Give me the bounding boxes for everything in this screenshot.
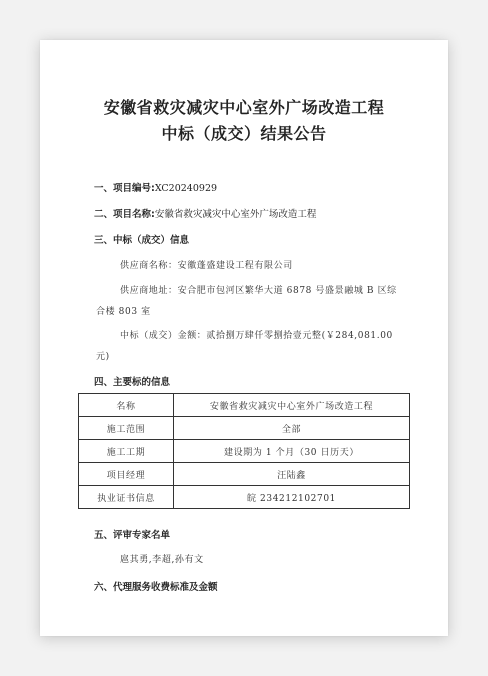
table-cell-value: 建设期为 1 个月（30 日历天） (174, 440, 410, 463)
award-amount-line2: 元) (96, 352, 110, 362)
table-row (79, 440, 410, 463)
project-name-value: 安徽省救灾减灾中心室外广场改造工程 (154, 209, 317, 220)
supplier-name: 供应商名称：安徽蓬盛建设工程有限公司 (120, 261, 293, 271)
award-amount-line1: 中标（成交）金额：贰拾捌万肆仟零捌拾壹元整(￥284,081.00 (120, 331, 393, 341)
project-number-value: XC20240929 (154, 183, 218, 194)
table-cell-key: 名称 (79, 394, 174, 417)
doc-title-line2: 中标（成交）结果公告 (161, 124, 327, 143)
section-3-heading: 三、中标（成交）信息 (94, 235, 190, 246)
table-row (79, 394, 410, 417)
table-cell-key: 施工工期 (79, 440, 174, 463)
section-6-heading: 六、代理服务收费标准及金额 (94, 582, 218, 593)
table-cell-key: 施工范围 (79, 417, 174, 440)
section-5-heading: 五、评审专家名单 (94, 530, 171, 541)
table-row (79, 486, 410, 509)
doc-title-line1: 安徽省救灾减灾中心室外广场改造工程 (103, 98, 385, 117)
table-cell-key: 项目经理 (79, 463, 174, 486)
section-1-label: 一、项目编号: (94, 183, 155, 194)
table-cell-key: 执业证书信息 (79, 486, 174, 509)
section-2-label: 二、项目名称: (94, 209, 155, 220)
supplier-address-line1: 供应商地址：安合肥市包河区繁华大道 6878 号盛景融城 B 区综 (120, 286, 397, 296)
section-4-heading: 四、主要标的信息 (94, 377, 171, 388)
table-cell-value: 全部 (174, 417, 410, 440)
document-page (40, 40, 448, 636)
section-project-number (94, 180, 217, 194)
table-row (79, 417, 410, 440)
subject-info-table (78, 393, 410, 509)
supplier-address-line2: 合楼 803 室 (96, 307, 151, 317)
expert-names: 扈其勇,李超,孙有文 (120, 555, 204, 565)
section-project-name (94, 206, 316, 220)
table-cell-value: 皖 234212102701 (174, 486, 410, 509)
table-cell-value: 安徽省救灾减灾中心室外广场改造工程 (174, 394, 410, 417)
table-cell-value: 汪陆鑫 (174, 463, 410, 486)
table-row (79, 463, 410, 486)
